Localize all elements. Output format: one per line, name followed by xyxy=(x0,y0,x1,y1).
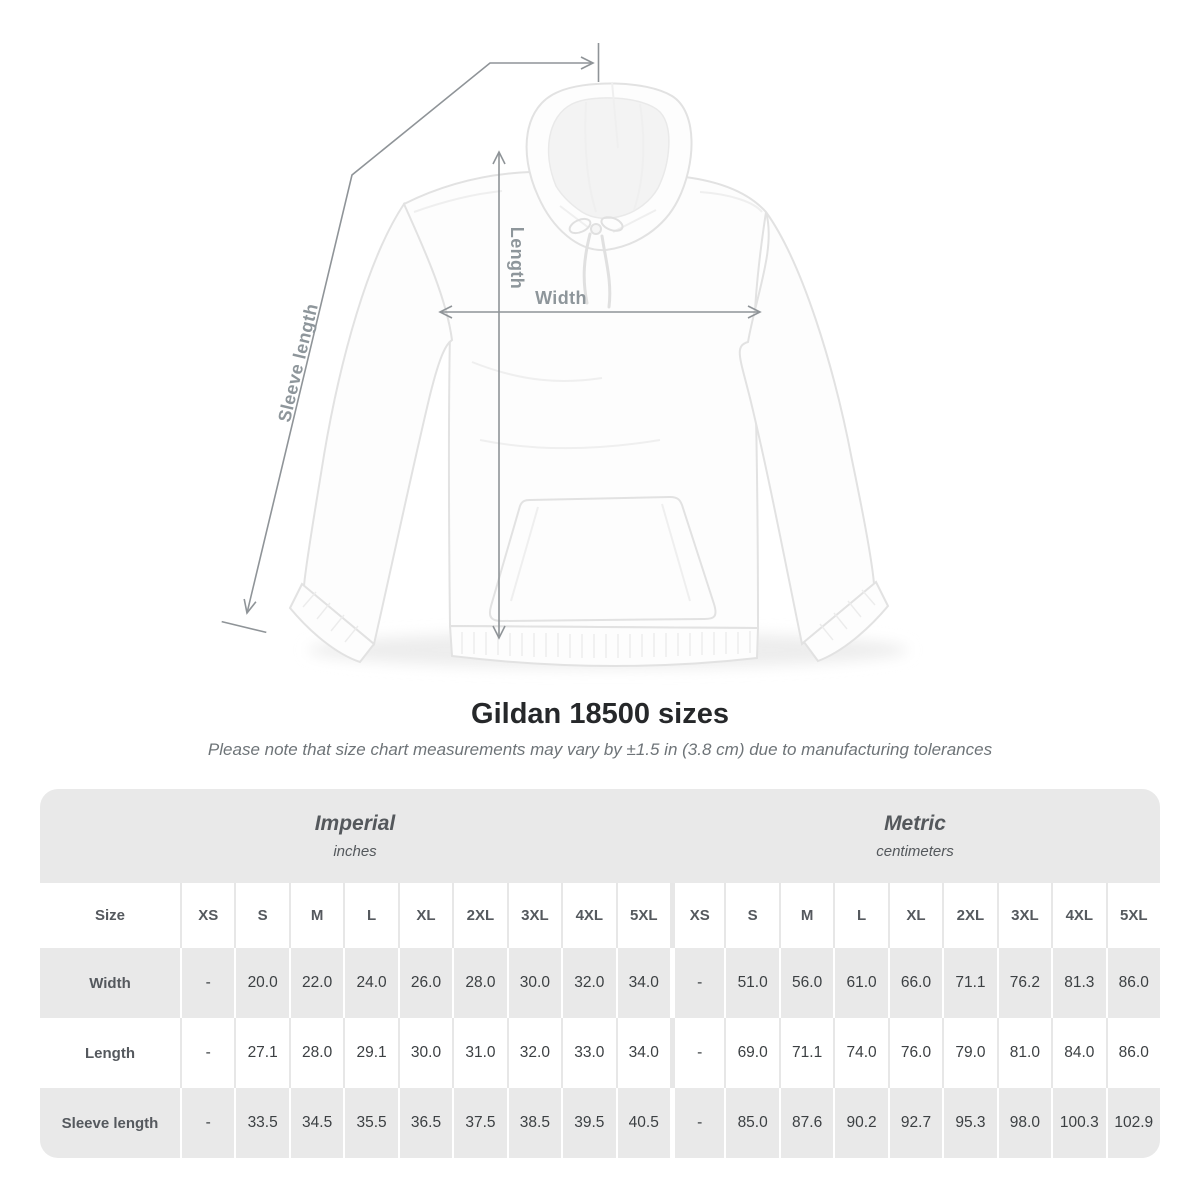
width-imperial-5xl: 34.0 xyxy=(616,948,670,1018)
width-imperial-l: 24.0 xyxy=(343,948,397,1018)
width-metric-xl: 66.0 xyxy=(888,948,942,1018)
length-metric-xs: - xyxy=(670,1018,724,1088)
sleeve-imperial-3xl: 38.5 xyxy=(507,1088,561,1158)
width-metric-xs: - xyxy=(670,948,724,1018)
size-corner-label: Size xyxy=(94,907,125,924)
width-metric-l: 61.0 xyxy=(833,948,887,1018)
sleeve-imperial-xs: - xyxy=(180,1088,234,1158)
size-table xyxy=(40,789,1160,1158)
sleeve-metric-4xl: 100.3 xyxy=(1051,1088,1105,1158)
length-metric-2xl: 79.0 xyxy=(942,1018,996,1088)
tolerance-note: Please note that size chart measurements may vary by ±1.5 in (3.8 cm) due to manufacturing tolerances xyxy=(207,740,993,759)
width-dimension-label: Width xyxy=(535,288,587,308)
width-imperial-m: 22.0 xyxy=(289,948,343,1018)
size-header-metric-l: L xyxy=(833,883,887,948)
sleeve-metric-xl: 92.7 xyxy=(888,1088,942,1158)
length-imperial-5xl: 34.0 xyxy=(616,1018,670,1088)
length-metric-s: 69.0 xyxy=(724,1018,778,1088)
width-metric-s: 51.0 xyxy=(724,948,778,1018)
sleeve-imperial-5xl: 40.5 xyxy=(616,1088,670,1158)
row-label-length: Length xyxy=(85,1044,135,1062)
sleeve-metric-5xl: 102.9 xyxy=(1106,1088,1160,1158)
length-imperial-xl: 30.0 xyxy=(398,1018,452,1088)
length-metric-3xl: 81.0 xyxy=(997,1018,1051,1088)
row-label-sleeve-length: Sleeve length xyxy=(61,1114,159,1132)
size-header-metric-2xl: 2XL xyxy=(942,883,996,948)
size-header-imperial-4xl: 4XL xyxy=(561,883,615,948)
width-imperial-s: 20.0 xyxy=(234,948,288,1018)
hoodie-left-sleeve xyxy=(304,204,452,644)
width-metric-3xl: 76.2 xyxy=(997,948,1051,1018)
sleeve-imperial-4xl: 39.5 xyxy=(561,1088,615,1158)
width-row xyxy=(40,948,1160,1018)
size-header-imperial-l: L xyxy=(343,883,397,948)
size-header-metric-m: M xyxy=(779,883,833,948)
size-header-metric-3xl: 3XL xyxy=(997,883,1051,948)
length-metric-l: 74.0 xyxy=(833,1018,887,1088)
size-header-imperial-s: S xyxy=(234,883,288,948)
width-metric-2xl: 71.1 xyxy=(942,948,996,1018)
width-metric-4xl: 81.3 xyxy=(1051,948,1105,1018)
width-imperial-2xl: 28.0 xyxy=(452,948,506,1018)
size-header-metric-4xl: 4XL xyxy=(1051,883,1105,948)
width-imperial-xs: - xyxy=(180,948,234,1018)
width-imperial-4xl: 32.0 xyxy=(561,948,615,1018)
imperial-unit-label: inches xyxy=(333,843,377,860)
width-imperial-3xl: 30.0 xyxy=(507,948,561,1018)
length-imperial-l: 29.1 xyxy=(343,1018,397,1088)
sleeve-metric-xs: - xyxy=(670,1088,724,1158)
sleeve-length-row xyxy=(40,1088,1160,1158)
hoodie-right-sleeve xyxy=(740,212,874,644)
sleeve-imperial-xl: 36.5 xyxy=(398,1088,452,1158)
sleeve-imperial-2xl: 37.5 xyxy=(452,1088,506,1158)
length-imperial-4xl: 33.0 xyxy=(561,1018,615,1088)
length-imperial-2xl: 31.0 xyxy=(452,1018,506,1088)
size-header-imperial-5xl: 5XL xyxy=(616,883,670,948)
length-metric-xl: 76.0 xyxy=(888,1018,942,1088)
sleeve-metric-2xl: 95.3 xyxy=(942,1088,996,1158)
imperial-group-label: Imperial xyxy=(314,812,396,835)
length-row xyxy=(40,1018,1160,1088)
size-header-imperial-2xl: 2XL xyxy=(452,883,506,948)
size-header-imperial-xs: XS xyxy=(180,883,234,948)
sleeve-metric-l: 90.2 xyxy=(833,1088,887,1158)
hoodie-illustration xyxy=(290,82,908,668)
length-metric-5xl: 86.0 xyxy=(1106,1018,1160,1088)
width-imperial-xl: 26.0 xyxy=(398,948,452,1018)
metric-unit-label: centimeters xyxy=(876,843,954,860)
size-header-metric-xl: XL xyxy=(888,883,942,948)
unit-group-header-row xyxy=(40,789,1160,883)
metric-group-header xyxy=(670,789,1160,883)
sleeve-imperial-s: 33.5 xyxy=(234,1088,288,1158)
metric-group-label: Metric xyxy=(884,812,946,835)
length-dimension-label: Length xyxy=(507,226,527,290)
width-metric-m: 56.0 xyxy=(779,948,833,1018)
length-metric-m: 71.1 xyxy=(779,1018,833,1088)
sleeve-length-dimension-label: Sleeve length xyxy=(274,301,322,425)
sleeve-imperial-m: 34.5 xyxy=(289,1088,343,1158)
size-header-row xyxy=(40,883,1160,948)
size-header-imperial-3xl: 3XL xyxy=(507,883,561,948)
size-header-metric-s: S xyxy=(724,883,778,948)
length-imperial-3xl: 32.0 xyxy=(507,1018,561,1088)
imperial-group-header xyxy=(40,789,670,883)
size-header-imperial-xl: XL xyxy=(398,883,452,948)
width-metric-5xl: 86.0 xyxy=(1106,948,1160,1018)
length-imperial-s: 27.1 xyxy=(234,1018,288,1088)
length-metric-4xl: 84.0 xyxy=(1051,1018,1105,1088)
sleeve-imperial-l: 35.5 xyxy=(343,1088,397,1158)
sleeve-metric-s: 85.0 xyxy=(724,1088,778,1158)
page-title: Gildan 18500 sizes xyxy=(471,698,729,730)
sleeve-metric-3xl: 98.0 xyxy=(997,1088,1051,1158)
size-header-imperial-m: M xyxy=(289,883,343,948)
length-imperial-xs: - xyxy=(180,1018,234,1088)
size-header-metric-5xl: 5XL xyxy=(1106,883,1160,948)
size-header-metric-xs: XS xyxy=(670,883,724,948)
row-label-width: Width xyxy=(89,974,131,992)
length-imperial-m: 28.0 xyxy=(289,1018,343,1088)
sleeve-metric-m: 87.6 xyxy=(779,1088,833,1158)
